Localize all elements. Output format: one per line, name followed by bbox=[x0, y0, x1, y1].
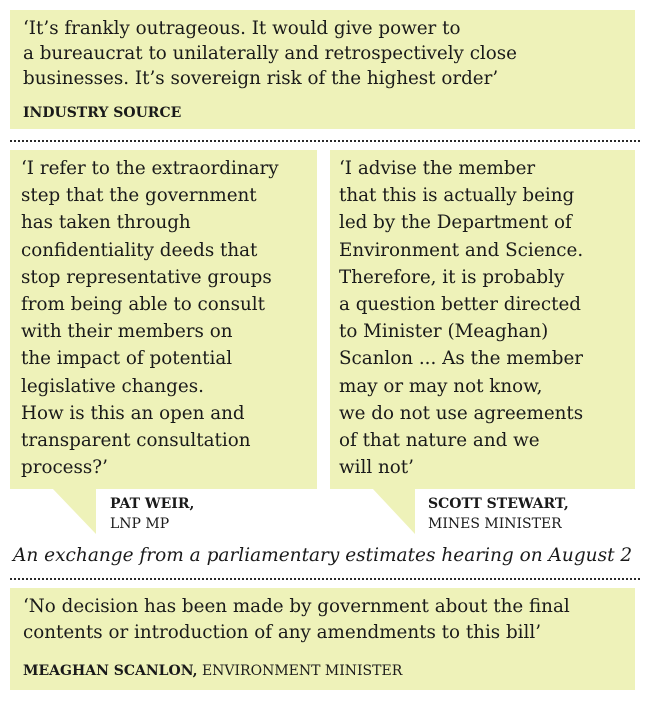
scott-stewart-name: SCOTT STEWART, bbox=[428, 496, 569, 512]
scott-stewart-attribution bbox=[428, 494, 569, 534]
pat-weir-name: PAT WEIR, bbox=[110, 496, 195, 512]
meaghan-scanlon-attribution bbox=[23, 663, 402, 679]
pat-weir-quote-text: ‘I refer to the extraordinary step that the government has taken through confidentiality deeds that stop representative groups from being able to consult with their members on the impact of potential legislative changes. How is this an open and transparent consultation process?’ bbox=[21, 158, 279, 479]
bottom-dotted-divider bbox=[10, 578, 640, 580]
meaghan-scanlon-quote-text: ‘No decision has been made by government about the final contents or introduction of any amendments to this bill’ bbox=[23, 596, 570, 643]
pat-weir-role: LNP MP bbox=[110, 516, 170, 532]
exchange-caption: An exchange from a parliamentary estimates hearing on August 2 bbox=[13, 545, 633, 566]
meaghan-scanlon-name: MEAGHAN SCANLON, bbox=[23, 663, 198, 679]
scott-stewart-role: MINES MINISTER bbox=[428, 516, 562, 532]
meaghan-scanlon-quote-panel bbox=[10, 588, 635, 690]
industry-quote-text: ‘It’s frankly outrageous. It would give power to a bureaucrat to unilaterally and retrospectively close businesses. It’s sovereign risk of the highest order’ bbox=[23, 18, 517, 89]
scott-stewart-quote-text: ‘I advise the member that this is actually being led by the Department of Environment and Science. Therefore, it is probably a question better directed to Minister (Meaghan) Scanlon ... As the member may or may not know, we do not use agreements of that nature and we will not’ bbox=[339, 158, 584, 479]
meaghan-scanlon-role: ENVIRONMENT MINISTER bbox=[201, 663, 403, 679]
industry-source-name: INDUSTRY SOURCE bbox=[23, 105, 182, 121]
